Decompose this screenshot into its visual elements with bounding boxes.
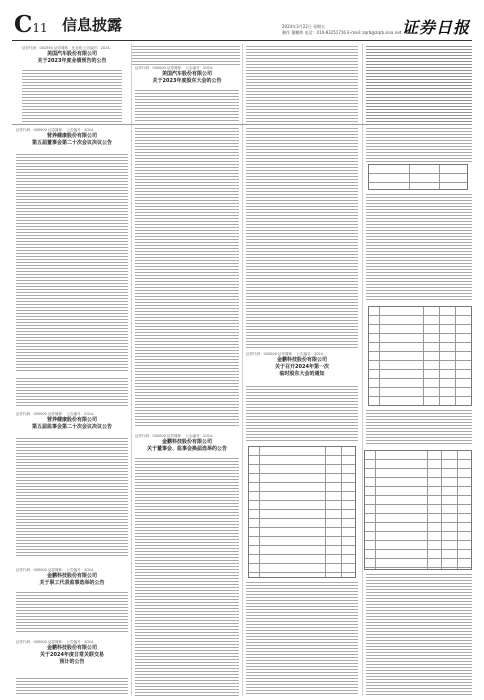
body-text <box>16 678 128 696</box>
body-text <box>22 70 122 122</box>
body-text <box>366 46 472 122</box>
newspaper-logo: 证券日报 <box>401 18 470 37</box>
announcement-header <box>16 128 128 147</box>
data-table <box>364 450 472 570</box>
section-title: 信息披露 <box>62 16 123 34</box>
announcement-title: 金鹏科技股份有限公司 关于董事会、监事会换届选举的公告 <box>146 439 227 452</box>
announcement-header <box>22 46 122 65</box>
announcement-codes: 证券代码：000000 证券简称： 公告编号：2024- <box>135 434 214 438</box>
announcement-title: 营养健康股份有限公司 第五届监事会第二十次会议决议公告 <box>31 417 112 430</box>
announcement-title: 金鹏科技股份有限公司 关于2024年度日常关联交易 预计的公告 <box>40 645 104 665</box>
body-text <box>16 154 128 372</box>
section-number: 11 <box>32 21 48 35</box>
announcement-codes: 证券代码：000000 证券简称： 公告编号：2024- <box>16 128 95 132</box>
body-text <box>135 128 239 428</box>
announcement-codes: 证券代码：000000 证券简称： 公告编号：2024- <box>246 352 325 356</box>
announcement-codes: 证券代码：002594 证券简称：比亚迪 公告编号：2024- <box>22 46 111 50</box>
header-rule <box>12 40 472 41</box>
body-text <box>246 46 358 122</box>
header-date: 2024年3月22日 星期五 <box>282 24 326 29</box>
body-text <box>135 90 239 122</box>
data-table <box>368 164 468 190</box>
data-table <box>248 446 356 578</box>
column-divider <box>362 44 363 696</box>
band-rule <box>12 124 472 125</box>
announcement-header <box>16 640 128 666</box>
body-text <box>16 438 128 558</box>
announcement-codes: 证券代码：000000 证券简称： 公告编号：2024- <box>16 640 95 644</box>
section-code: C11 <box>14 11 48 38</box>
masthead <box>0 0 484 42</box>
announcement-codes: 证券代码：000000 证券简称： 公告编号：2024- <box>16 412 95 416</box>
body-text <box>246 386 358 442</box>
body-text <box>16 592 128 632</box>
announcement-title: 美国汽车股份有限公司 关于2023年度股东大会的公告 <box>152 71 222 84</box>
announcement-header <box>135 66 239 85</box>
announcement-title: 金鹏科技股份有限公司 关于职工代表监事选举的公告 <box>39 573 105 586</box>
column-divider <box>242 44 243 696</box>
body-text <box>246 582 358 696</box>
announcement-header <box>16 568 128 587</box>
column-divider <box>131 44 132 696</box>
body-text <box>16 378 128 408</box>
body-text <box>366 194 472 302</box>
data-table <box>368 306 472 406</box>
body-text <box>135 458 239 696</box>
announcement-title: 美国汽车股份有限公司 关于2023年度业绩预告的公告 <box>37 51 107 64</box>
body-text <box>132 46 240 66</box>
announcement-title: 金鹏科技股份有限公司 关于召开2024年第一次 临时股东大会的通知 <box>275 357 329 377</box>
announcement-header <box>135 434 239 453</box>
body-text <box>246 128 358 350</box>
announcement-codes: 证券代码：000000 证券简称： 公告编号：2024- <box>16 568 95 572</box>
body-text <box>366 410 472 446</box>
body-text <box>366 574 472 696</box>
header-editor: 制作 董鹏辉 电话：010-83251716 E-mail: zqrb@zqrb.sina.net <box>282 30 402 35</box>
announcement-header <box>16 412 128 431</box>
announcement-codes: 证券代码：000000 证券简称： 公告编号：2024- <box>135 66 214 70</box>
announcement-header <box>246 352 358 378</box>
body-text <box>366 128 472 162</box>
announcement-title: 营养健康股份有限公司 第五届董事会第二十次会议决议公告 <box>31 133 112 146</box>
